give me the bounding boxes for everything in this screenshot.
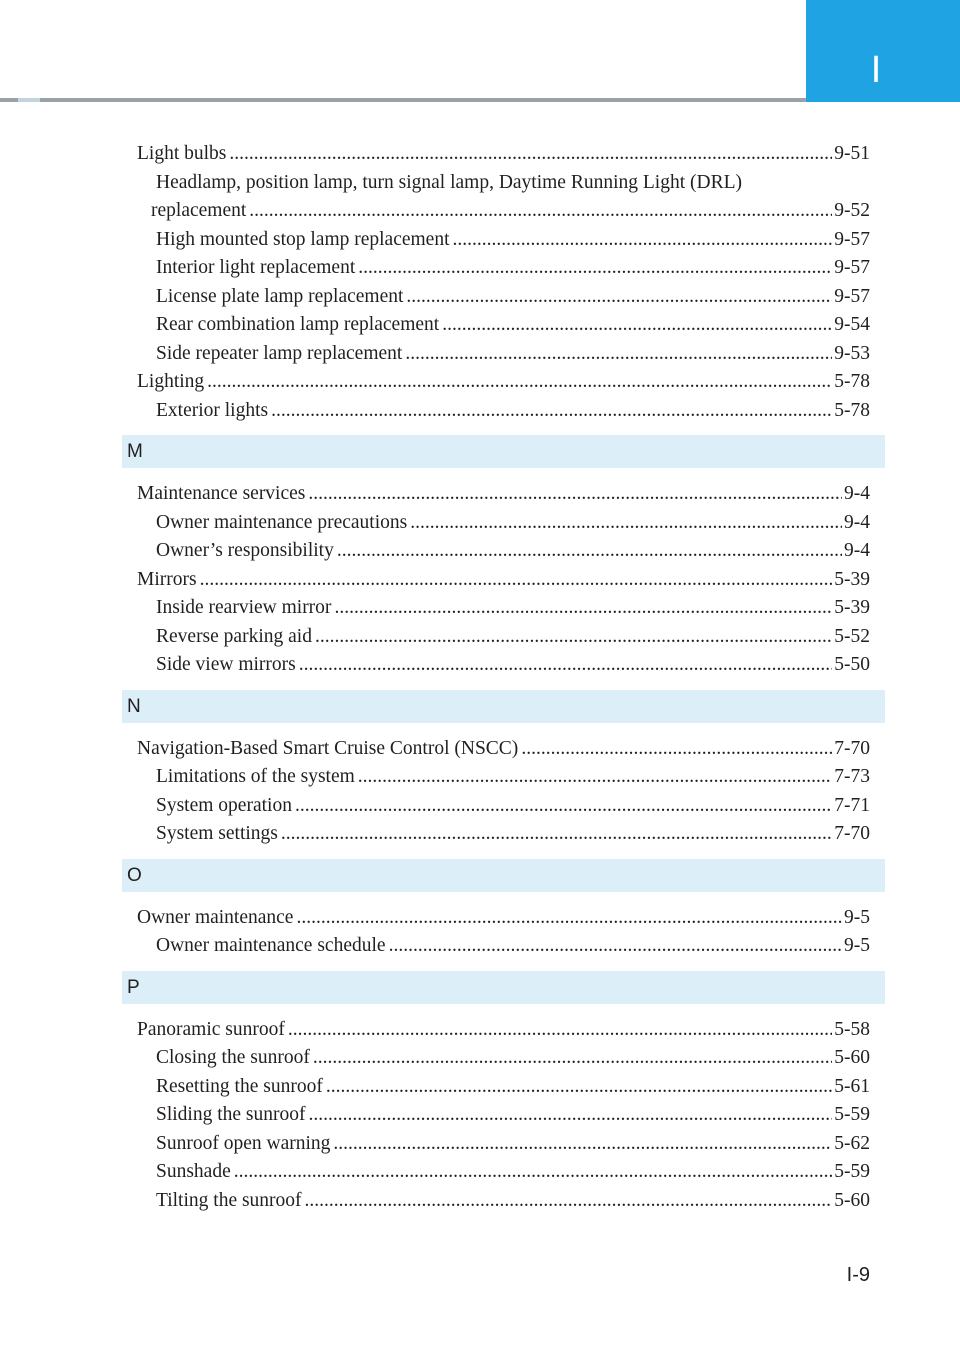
index-entry-page: 7-70 <box>834 737 870 759</box>
index-entry-label: Mirrors <box>137 568 197 590</box>
index-entry-label: Lighting <box>137 371 205 392</box>
index-entry-page: 5-58 <box>834 1018 870 1040</box>
index-entry-page: 5-60 <box>834 1047 870 1068</box>
index-entry-label: License plate lamp replacement <box>156 285 404 307</box>
chapter-tab <box>806 0 960 102</box>
index-entry <box>137 140 870 169</box>
index-subentry <box>137 509 870 538</box>
index-subentry <box>137 594 870 623</box>
index-entry-page: 5-61 <box>834 1075 870 1097</box>
dot-leader <box>315 623 832 652</box>
index-entry-page: 9-51 <box>834 143 870 164</box>
index-entry-label: Exterior lights <box>156 399 269 421</box>
index-entry-label: Tilting the sunroof <box>156 1189 302 1211</box>
dot-leader <box>249 197 832 226</box>
index-subentry <box>137 1073 870 1102</box>
index-entry-label: Side repeater lamp replacement <box>156 342 403 364</box>
index-entry-page: 9-57 <box>834 257 870 278</box>
index-subentry <box>137 820 870 849</box>
index-entry-label: Maintenance services <box>137 483 306 504</box>
dot-leader <box>358 254 832 283</box>
index-entry-label: Resetting the sunroof <box>156 1075 323 1097</box>
dot-leader <box>453 226 833 255</box>
index-entry <box>137 904 870 933</box>
index-entry-page: 5-60 <box>834 1189 870 1211</box>
index-entry-label: replacement <box>151 200 247 221</box>
index-entry <box>137 368 870 397</box>
dot-leader <box>207 368 832 397</box>
index-subentry <box>137 283 870 312</box>
index-letter-heading: O <box>122 859 885 892</box>
index-entry-page: 5-52 <box>834 625 870 647</box>
index-entry-page: 9-4 <box>844 540 870 561</box>
dot-leader <box>334 594 832 623</box>
index-subentry <box>137 537 870 566</box>
index-entry-page: 5-78 <box>834 399 870 421</box>
index-entry-page: 9-57 <box>834 285 870 307</box>
index-entry-page: 9-57 <box>834 228 870 250</box>
index-entry-label: System settings <box>156 823 278 844</box>
index-entry-label: Sunroof open warning <box>156 1132 331 1154</box>
index-entry <box>137 566 870 595</box>
index-letter-heading: N <box>122 690 885 723</box>
dot-leader <box>313 1044 832 1073</box>
dot-leader <box>442 311 832 340</box>
index-subentry <box>137 623 870 652</box>
dot-leader <box>229 140 832 169</box>
index-entry-page: 5-39 <box>834 597 870 618</box>
index-entry-label: Inside rearview mirror <box>156 597 332 618</box>
index-entry-label: System operation <box>156 794 292 816</box>
index-entry-page: 5-62 <box>834 1132 870 1154</box>
index-entry-label: Sunshade <box>156 1161 231 1182</box>
index-entry-page: 5-50 <box>834 654 870 675</box>
dot-leader <box>234 1158 833 1187</box>
index-entry-label: Light bulbs <box>137 143 227 164</box>
dot-leader <box>288 1016 832 1045</box>
index-entry-label: Limitations of the system <box>156 766 355 787</box>
dot-leader <box>309 1101 833 1130</box>
index-subentry <box>137 397 870 426</box>
index-entry-page: 9-53 <box>834 342 870 364</box>
dot-leader <box>405 340 832 369</box>
index-entry-page: 9-5 <box>844 906 870 928</box>
index-subentry <box>137 254 870 283</box>
index-entry-label: Panoramic sunroof <box>137 1018 285 1040</box>
index-entry-label: Navigation-Based Smart Cruise Control (NSCC) <box>137 737 519 759</box>
index-entry-label: Interior light replacement <box>156 257 356 278</box>
index-entry-label: Closing the sunroof <box>156 1047 310 1068</box>
index-subentry <box>137 311 870 340</box>
index-entry-label: High mounted stop lamp replacement <box>156 228 450 250</box>
index-subentry <box>137 932 870 961</box>
index-letter-heading: M <box>122 435 885 468</box>
dot-leader <box>281 820 832 849</box>
index-subentry <box>137 226 870 255</box>
index-subentry <box>137 763 870 792</box>
index-entry-label: Owner maintenance schedule <box>156 935 386 956</box>
index-entry <box>137 1016 870 1045</box>
dot-leader <box>296 904 842 933</box>
index-entry-page: 9-52 <box>834 200 870 221</box>
index-entry-page: 5-78 <box>834 371 870 392</box>
index-subentry <box>137 1130 870 1159</box>
header-rule-accent <box>18 98 40 102</box>
index-entry-label: Owner maintenance precautions <box>156 511 408 533</box>
dot-leader <box>271 397 832 426</box>
index-letter-heading: P <box>122 971 885 1004</box>
index-entry-label: Headlamp, position lamp, turn signal lamp, Daytime Running Light (DRL) <box>156 171 742 193</box>
index-subentry <box>137 1187 870 1216</box>
index-entry-label: Sliding the sunroof <box>156 1104 306 1125</box>
index-entry-page: 9-4 <box>844 483 870 504</box>
index-entry <box>137 735 870 764</box>
dot-leader <box>305 1187 833 1216</box>
page-number: I-9 <box>846 1264 870 1286</box>
header-rule <box>0 98 806 102</box>
index-subentry <box>137 197 870 226</box>
index-entry-label: Reverse parking aid <box>156 625 312 647</box>
index-entry-label: Side view mirrors <box>156 654 296 675</box>
dot-leader <box>389 932 842 961</box>
dot-leader <box>406 283 832 312</box>
index-subentry <box>137 1158 870 1187</box>
dot-leader <box>358 763 832 792</box>
index-entry-page: 7-73 <box>834 766 870 787</box>
index-entry-page: 9-5 <box>844 935 870 956</box>
dot-leader <box>308 480 842 509</box>
index-subentry <box>137 792 870 821</box>
dot-leader <box>337 537 842 566</box>
index-entry <box>137 480 870 509</box>
index-subentry <box>137 340 870 369</box>
index-entry-label: Owner’s responsibility <box>156 540 334 561</box>
dot-leader <box>333 1130 832 1159</box>
dot-leader <box>299 651 833 680</box>
dot-leader <box>410 509 842 538</box>
dot-leader <box>521 735 832 764</box>
index-entry-page: 5-39 <box>834 568 870 590</box>
index-subentry <box>137 651 870 680</box>
index-entry-page: 5-59 <box>834 1104 870 1125</box>
index-entry-page: 7-71 <box>834 794 870 816</box>
index-list <box>127 140 870 1215</box>
index-entry-label: Owner maintenance <box>137 906 294 928</box>
index-subentry <box>137 1101 870 1130</box>
index-entry-page: 9-4 <box>844 511 870 533</box>
index-subentry <box>137 1044 870 1073</box>
index-entry-page: 7-70 <box>834 823 870 844</box>
dot-leader <box>295 792 832 821</box>
index-entry-page: 9-54 <box>834 314 870 335</box>
index-entry-page: 5-59 <box>834 1161 870 1182</box>
chapter-tab-letter: I <box>870 49 882 91</box>
dot-leader <box>326 1073 832 1102</box>
dot-leader <box>200 566 833 595</box>
index-entry-label: Rear combination lamp replacement <box>156 314 440 335</box>
